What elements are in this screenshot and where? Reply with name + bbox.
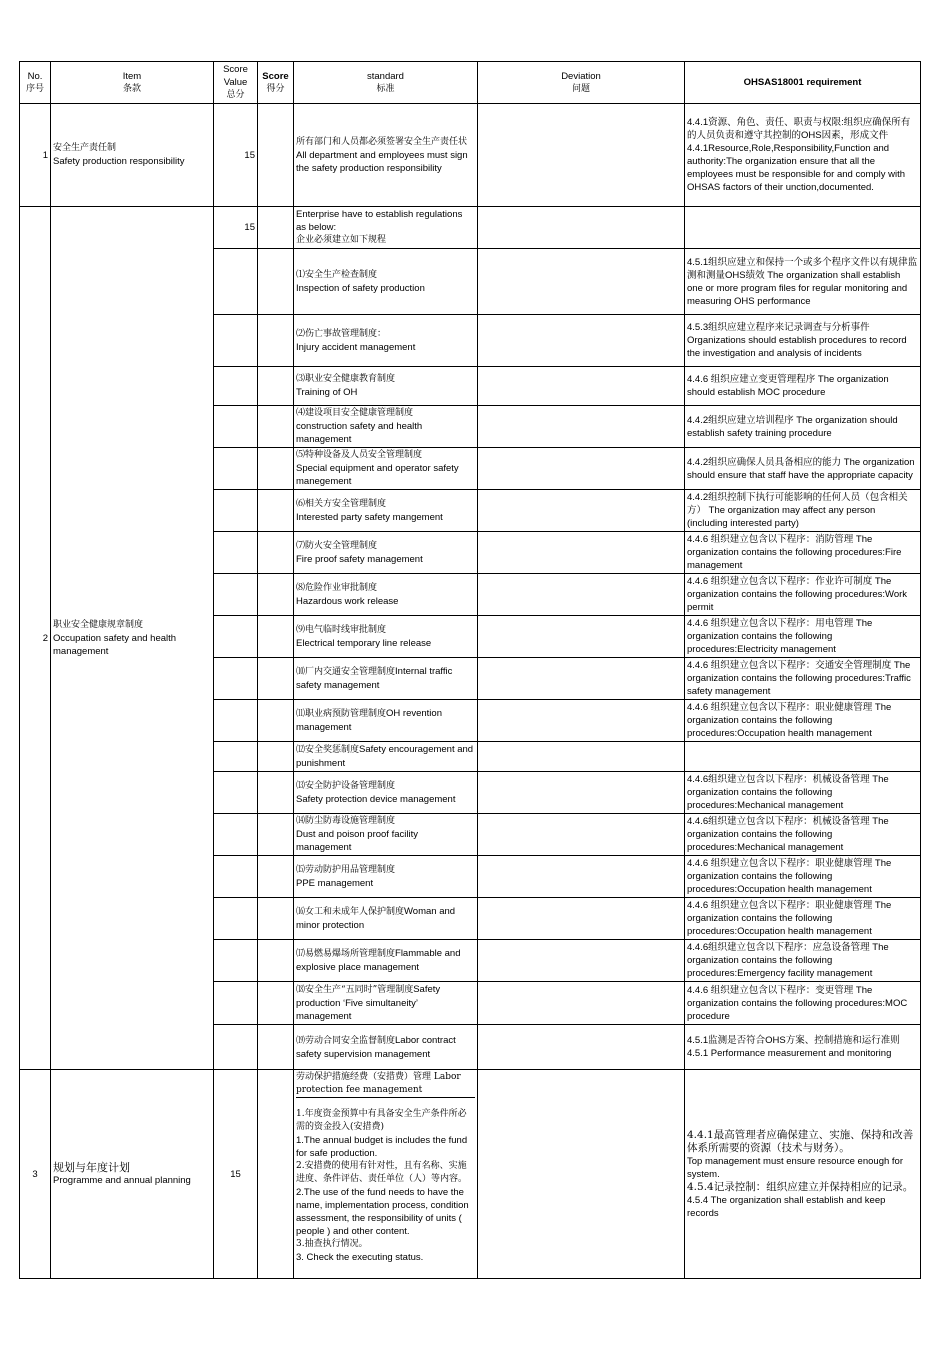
row-standard: ⑵伤亡事故管理制度： Injury accident management: [294, 315, 478, 367]
row-deviation-cell[interactable]: [478, 814, 685, 856]
row-requirement: 4.4.6 组织建立包含以下程序：职业健康管理 The organization contains the following procedures:Occupation health management: [685, 700, 921, 742]
row-score-value: [214, 658, 258, 700]
row-standard: ⒅安全生产“五同时”管理制度Safety production ‘Five simultaneity’ management: [294, 982, 478, 1025]
row-score-value: 15: [214, 1070, 258, 1279]
row-score-cell[interactable]: [258, 772, 294, 814]
header-row: [20, 62, 921, 104]
row-standard: ⒁防尘防毒设施管理制度 Dust and poison proof facility management: [294, 814, 478, 856]
row-score-cell[interactable]: [258, 1070, 294, 1279]
row-requirement: 4.4.2组织应确保人员具备相应的能力 The organization should ensure that staff have the appropriate capacity: [685, 448, 921, 490]
row-deviation-cell[interactable]: [478, 940, 685, 982]
row-deviation-cell[interactable]: [478, 772, 685, 814]
table-row: [20, 1070, 921, 1279]
row-score-cell[interactable]: [258, 448, 294, 490]
ohsas-audit-table: [19, 61, 921, 1279]
row-deviation-cell[interactable]: [478, 574, 685, 616]
col-no-header: No. 序号: [20, 62, 51, 104]
row-score-value: [214, 742, 258, 772]
row-requirement: [685, 742, 921, 772]
row-requirement: 4.5.1监测是否符合OHS方案、控制措施和运行准则 4.5.1 Performance measurement and monitoring: [685, 1025, 921, 1070]
row-standard: ⑴安全生产检查制度 Inspection of safety production: [294, 249, 478, 315]
row-requirement: 4.4.6 组织建立包含以下程序：变更管理 The organization contains the following procedures:MOC procedure: [685, 982, 921, 1025]
row-deviation-cell[interactable]: [478, 658, 685, 700]
row-score-value: [214, 448, 258, 490]
row-deviation-cell[interactable]: [478, 448, 685, 490]
row-score-cell[interactable]: [258, 616, 294, 658]
row-standard: ⑺防火安全管理制度 Fire proof safety management: [294, 532, 478, 574]
row-deviation-cell[interactable]: [478, 207, 685, 249]
row-score-value: [214, 700, 258, 742]
row-requirement: 4.5.1组织应建立和保持一个或多个程序文件以有规律监测和测量OHS绩效 The organization shall establish one or more program files for regular monitoring and measuring OHS performance: [685, 249, 921, 315]
row-requirement: 4.4.6 组织建立包含以下程序：职业健康管理 The organization contains the following procedures:Occupation health management: [685, 856, 921, 898]
table-row: [20, 104, 921, 207]
row-standard: ⑿安全奖惩制度Safety encouragement and punishment: [294, 742, 478, 772]
row-score-cell[interactable]: [258, 898, 294, 940]
row-score-value: 15: [214, 104, 258, 207]
row-requirement: 4.4.6组织建立包含以下程序：机械设备管理 The organization contains the following procedures:Mechanical management: [685, 772, 921, 814]
row-requirement: 4.5.3组织应建立程序来记录调查与分析事件 Organizations should establish procedures to record the investigation and analysis of incidents: [685, 315, 921, 367]
row-requirement: 4.4.6 组织建立包含以下程序：职业健康管理 The organization contains the following procedures:Occupation health management: [685, 898, 921, 940]
row-deviation-cell[interactable]: [478, 532, 685, 574]
row-deviation-cell[interactable]: [478, 982, 685, 1025]
row-no: 2: [20, 207, 51, 1070]
row-score-value: [214, 490, 258, 532]
table-row: [20, 207, 921, 249]
row-requirement: 4.4.6 组织建立包含以下程序：作业许可制度 The organization contains the following procedures:Work permit: [685, 574, 921, 616]
col-item-header: Item 条款: [51, 62, 214, 104]
row-requirement: 4.4.2组织应建立培训程序 The organization should establish safety training procedure: [685, 406, 921, 448]
row-standard: ⒂劳动防护用品管理制度 PPE management: [294, 856, 478, 898]
row-standard: Enterprise have to establish regulations as below: 企业必须建立如下规程: [294, 207, 478, 249]
row-deviation-cell[interactable]: [478, 367, 685, 406]
row-score-cell[interactable]: [258, 814, 294, 856]
row-score-value: [214, 898, 258, 940]
row-requirement: 4.4.6 组织建立包含以下程序：消防管理 The organization contains the following procedures:Fire management: [685, 532, 921, 574]
row-item: 安全生产责任制 Safety production responsibility: [51, 104, 214, 207]
row-score-value: [214, 856, 258, 898]
row-score-value: [214, 616, 258, 658]
row-score-cell[interactable]: [258, 700, 294, 742]
row-deviation-cell[interactable]: [478, 1025, 685, 1070]
row-requirement: 4.4.2组织控制下执行可能影响的任何人员（包含相关方） The organization may affect any person (including interested party): [685, 490, 921, 532]
row-standard: ⑼电气临时线审批制度 Electrical temporary line release: [294, 616, 478, 658]
row-score-cell[interactable]: [258, 982, 294, 1025]
row-standard: ⒄易燃易爆场所管理制度Flammable and explosive place management: [294, 940, 478, 982]
row-score-cell[interactable]: [258, 940, 294, 982]
row-score-cell[interactable]: [258, 207, 294, 249]
row-score-value: [214, 772, 258, 814]
col-standard-header: standard 标准: [294, 62, 478, 104]
row-score-cell[interactable]: [258, 490, 294, 532]
row-requirement: 4.4.6 组织应建立变更管理程序 The organization should establish MOC procedure: [685, 367, 921, 406]
row-score-cell[interactable]: [258, 532, 294, 574]
row-requirement: 4.4.6组织建立包含以下程序：机械设备管理 The organization contains the following procedures:Mechanical management: [685, 814, 921, 856]
row-score-value: [214, 982, 258, 1025]
row-deviation-cell[interactable]: [478, 249, 685, 315]
row-score-cell[interactable]: [258, 658, 294, 700]
row-item: 规划与年度计划 Programme and annual planning: [51, 1070, 214, 1279]
row-score-value: [214, 814, 258, 856]
row-score-cell[interactable]: [258, 856, 294, 898]
row-score-value: [214, 574, 258, 616]
row-requirement: 4.4.6 组织建立包含以下程序：交通安全管理制度 The organization contains the following procedures:Traffic safety management: [685, 658, 921, 700]
row-score-value: [214, 532, 258, 574]
row-score-cell[interactable]: [258, 315, 294, 367]
row-deviation-cell[interactable]: [478, 616, 685, 658]
col-score-value-header: Score Value 总分: [214, 62, 258, 104]
row-score-value: [214, 940, 258, 982]
row-requirement: 4.4.6组织建立包含以下程序：应急设备管理 The organization contains the following procedures:Emergency facility management: [685, 940, 921, 982]
row-deviation-cell[interactable]: [478, 856, 685, 898]
row-deviation-cell[interactable]: [478, 700, 685, 742]
row-standard: ⒀安全防护设备管理制度 Safety protection device management: [294, 772, 478, 814]
row-score-cell[interactable]: [258, 249, 294, 315]
row-requirement: 4.4.6 组织建立包含以下程序：用电管理 The organization contains the following procedures:Electricity management: [685, 616, 921, 658]
row-standard: ⑸特种设备及人员安全管理制度 Special equipment and operator safety manegement: [294, 448, 478, 490]
row-standard: ⑻危险作业审批制度 Hazardous work release: [294, 574, 478, 616]
row-score-value: [214, 249, 258, 315]
row-requirement: 4.4.1资源、角色、责任、职责与权限:组织应确保所有的人员负责和遵守其控制的OHS因素，形成文件 4.4.1Resource,Role,Responsibility,Function and authority:The organization ensure that all the employees must be responsible for and comply with OHSAS factors of their unction,documented.: [685, 104, 921, 207]
row-no: 1: [20, 104, 51, 207]
row-standard: 所有部门和人员都必须签署安全生产责任状 All department and employees must sign the safety production responsibility: [294, 104, 478, 207]
row-standard: ⑾职业病预防管理制度OH revention management: [294, 700, 478, 742]
row-deviation-cell[interactable]: [478, 1070, 685, 1279]
row-score-value: [214, 367, 258, 406]
row-deviation-cell[interactable]: [478, 742, 685, 772]
row-deviation-cell[interactable]: [478, 898, 685, 940]
col-requirement-header: OHSAS18001 requirement: [685, 62, 921, 104]
row-score-value: [214, 406, 258, 448]
col-deviation-header: Deviation 问题: [478, 62, 685, 104]
row-score-value: [214, 1025, 258, 1070]
row-standard: ⑹相关方安全管理制度 Interested party safety mangement: [294, 490, 478, 532]
row-score-value: 15: [214, 207, 258, 249]
row-standard: ⑷建设项目安全健康管理制度 construction safety and health management: [294, 406, 478, 448]
row-standard: 劳动保护措施经费（安措费）管理 Labor protection fee management 1.年度资金预算中有具备安全生产条件所必需的资金投入(安措费) 1.The annual budget is includes the fund for safe production. 2.安措费的使用有针对性，且有名称、实施进度、条件评估、责任单位（人）等内容。 2.The use of the fund needs to have the name, implementation process, condition assessment, the responsibility of units ( people ) and other content. 3.抽查执行情况。 3. Check the executing status.: [294, 1070, 478, 1279]
row-item: 职业安全健康规章制度 Occupation safety and health management: [51, 207, 214, 1070]
row-deviation-cell[interactable]: [478, 315, 685, 367]
row-standard: ⑶职业安全健康教育制度 Training of OH: [294, 367, 478, 406]
row-standard: ⒃女工和未成年人保护制度Woman and minor protection: [294, 898, 478, 940]
row-score-cell[interactable]: [258, 574, 294, 616]
row-requirement: [685, 207, 921, 249]
row-score-cell[interactable]: [258, 104, 294, 207]
row-deviation-cell[interactable]: [478, 406, 685, 448]
row-score-cell[interactable]: [258, 742, 294, 772]
row-score-value: [214, 315, 258, 367]
row-score-cell[interactable]: [258, 1025, 294, 1070]
row-score-cell[interactable]: [258, 406, 294, 448]
row-requirement: 4.4.1最高管理者应确保建立、实施、保持和改善体系所需要的资源（技术与财务）。 Top management must ensure resource enough for system. 4.5.4记录控制：组织应建立并保持相应的记录。 4.5.4 The organization shall establish and keep records: [685, 1070, 921, 1279]
row-deviation-cell[interactable]: [478, 490, 685, 532]
row-standard: ⑽厂内交通安全管理制度Internal traffic safety management: [294, 658, 478, 700]
row-deviation-cell[interactable]: [478, 104, 685, 207]
col-score-header: Score 得分: [258, 62, 294, 104]
row-standard: ⒆劳动合同安全监督制度Labor contract safety supervision management: [294, 1025, 478, 1070]
row-no: 3: [20, 1070, 51, 1279]
row-score-cell[interactable]: [258, 367, 294, 406]
